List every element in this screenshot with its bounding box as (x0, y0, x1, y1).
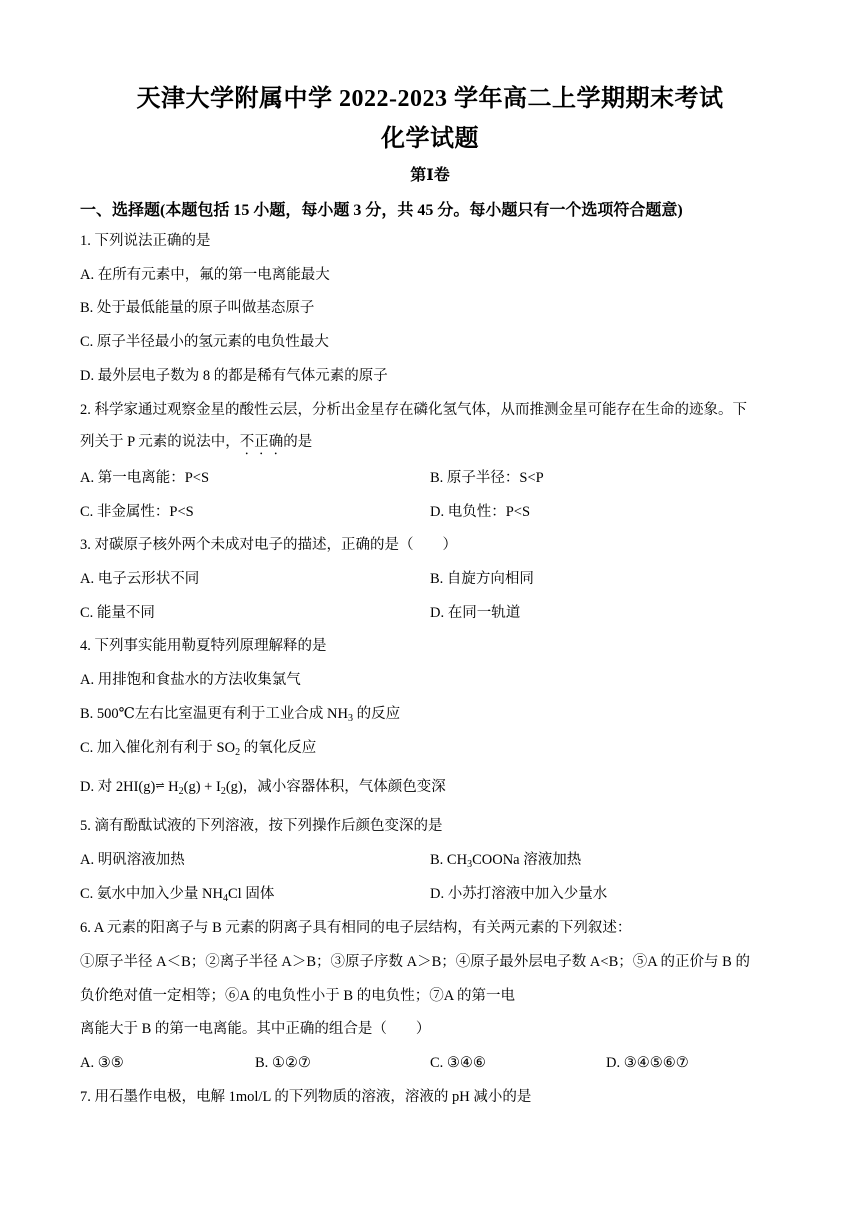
q4-c-subscript: 2 (235, 747, 241, 758)
q2-emphasis: 不正确 (239, 434, 284, 450)
q4-c-text: C. 加入催化剂有利于 SO (80, 740, 236, 756)
q6-option-d: D. ③④⑤⑥⑦ (606, 1055, 689, 1071)
q4-b-text: B. 500℃左右比室温更有利于工业合成 NH (80, 706, 348, 722)
q2-stem-pre: 列关于 P 元素的说法中， (80, 434, 240, 450)
q5-b-subscript: 3 (467, 859, 473, 870)
q1-option-b: B. 处于最低能量的原子叫做基态原子 (80, 300, 315, 316)
q4-d-subscript-2: 2 (220, 786, 226, 797)
q5-c-text: C. 氨水中加入少量 NH (80, 886, 223, 902)
q4-d-text-end: (g)，减小容器体积，气体颜色变深 (225, 779, 446, 795)
q4-b-text-end: 的反应 (352, 706, 401, 722)
q2-option-c: C. 非金属性：P<S (80, 504, 194, 520)
q3-stem: 3. 对碳原子核外两个未成对电子的描述，正确的是（ ） (80, 537, 457, 553)
q7-stem: 7. 用石墨作电极，电解 1mol/L 的下列物质的溶液，溶液的 pH 减小的是 (80, 1089, 532, 1105)
q5-option-c (80, 884, 274, 909)
q5-b-text-end: COONa 溶液加热 (472, 852, 582, 868)
section-heading: 一、选择题(本题包括 15 小题，每小题 3 分，共 45 分。每小题只有一个选项符合题意) (80, 202, 683, 219)
q4-d-h2: H (164, 779, 179, 795)
q3-option-a: A. 电子云形状不同 (80, 571, 200, 587)
q3-option-c: C. 能量不同 (80, 605, 155, 621)
q4-d-i2: (g) + I (183, 779, 221, 795)
q2-option-a: A. 第一电离能：P<S (80, 470, 210, 486)
q1-stem: 1. 下列说法正确的是 (80, 233, 211, 249)
q2-stem-line2 (80, 432, 312, 458)
q6-stem-line2: ①原子半径 A＜B；②离子半径 A＞B；③原子序数 A＞B；④原子最外层电子数 A<B；⑤A 的正价与 B 的 (80, 954, 750, 970)
q3-option-b: B. 自旋方向相同 (430, 571, 534, 587)
q4-d-subscript-1: 2 (178, 786, 184, 797)
q1-option-c: C. 原子半径最小的氢元素的电负性最大 (80, 334, 329, 350)
q1-option-a: A. 在所有元素中，氟的第一电离能最大 (80, 267, 330, 283)
q6-stem-line1: 6. A 元素的阳离子与 B 元素的阴离子具有相同的电子层结构，有关两元素的下列叙述： (80, 920, 632, 936)
q4-c-text-end: 的氧化反应 (240, 740, 317, 756)
q3-option-d: D. 在同一轨道 (430, 605, 521, 621)
q5-c-text-end: Cl 固体 (228, 886, 275, 902)
reversible-arrow-icon: ⇌ (155, 780, 165, 792)
q5-option-d: D. 小苏打溶液中加入少量水 (430, 886, 608, 902)
q6-stem-line4: 离能大于 B 的第一电离能。其中正确的组合是（ ） (80, 1021, 431, 1037)
q4-option-b (80, 704, 400, 729)
q2-stem-post: 的是 (283, 434, 313, 450)
q6-option-c: C. ③④⑥ (430, 1055, 486, 1071)
q4-option-a: A. 用排饱和食盐水的方法收集氯气 (80, 672, 301, 688)
q2-stem-line1: 2. 科学家通过观察金星的酸性云层，分析出金星存在磷化氢气体，从而推测金星可能存在生命的迹象。下 (80, 402, 747, 418)
q5-b-text: B. CH (430, 852, 468, 868)
exam-title: 天津大学附属中学 2022-2023 学年高二上学期期末考试 (136, 86, 724, 112)
q4-option-c (80, 738, 316, 763)
q5-option-a: A. 明矾溶液加热 (80, 852, 185, 868)
q5-stem: 5. 滴有酚酞试液的下列溶液，按下列操作后颜色变深的是 (80, 818, 443, 834)
q6-option-b: B. ①②⑦ (255, 1055, 311, 1071)
q2-option-b: B. 原子半径：S<P (430, 470, 544, 486)
q1-option-d: D. 最外层电子数为 8 的都是稀有气体元素的原子 (80, 368, 388, 384)
q2-option-d: D. 电负性：P<S (430, 504, 531, 520)
q4-option-d (80, 777, 446, 802)
volume-label: 第Ⅰ卷 (410, 167, 450, 184)
q5-c-subscript: 4 (223, 893, 228, 904)
q6-option-a: A. ③⑤ (80, 1055, 124, 1071)
q6-stem-line3: 负价绝对值一定相等；⑥A 的电负性小于 B 的电负性；⑦A 的第一电 (80, 988, 516, 1004)
q4-d-text: D. 对 2HI(g) (80, 779, 156, 795)
q4-stem: 4. 下列事实能用勒夏特列原理解释的是 (80, 638, 327, 654)
q4-b-subscript: 3 (347, 713, 353, 724)
q5-option-b (430, 850, 581, 875)
exam-subject-title: 化学试题 (381, 126, 479, 152)
